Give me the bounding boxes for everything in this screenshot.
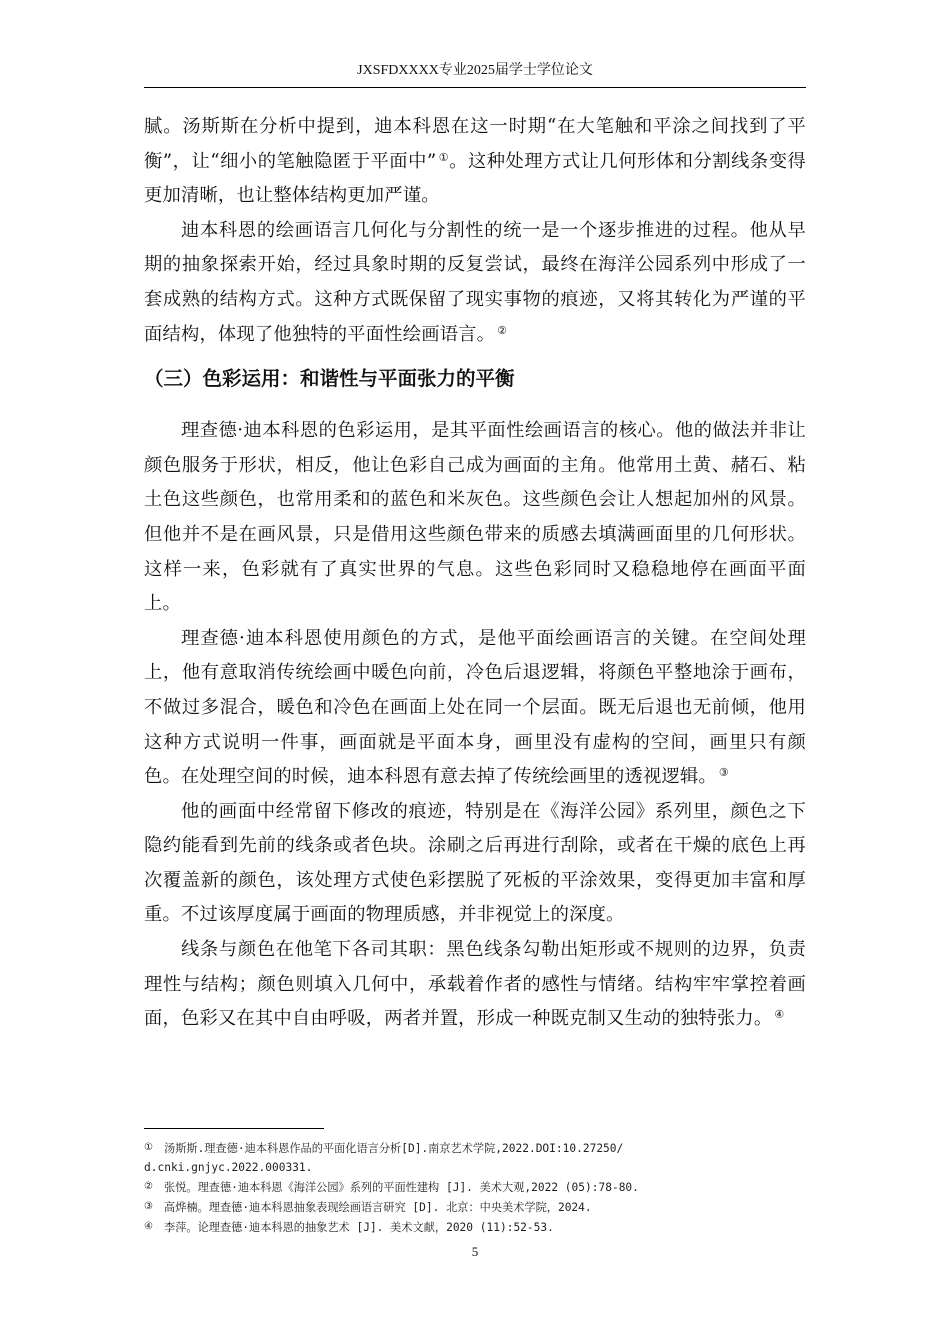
footnote-4 [144,1217,806,1237]
paragraph-6-text: 线条与颜色在他笔下各司其职：黑色线条勾勒出矩形或不规则的边界，负责理性与结构；颜色则填入几何中，承载着作者的感性与情绪。结构牢牢掌控着画面，色彩又在其中自由呼吸，两者并置，形成一种既克制又生动的独特张力。 [144,939,806,1030]
footnote-1-continued: d.cnki.gnjyc.2022.000331. [144,1161,313,1174]
section-heading: （三）色彩运用：和谐性与平面张力的平衡 [144,367,515,391]
header-rule [144,87,806,88]
paragraph-2-text: 迪本科恩的绘画语言几何化与分割性的统一是一个逐步推进的过程。他从早期的抽象探索开始，经过具象时期的反复尝试，最终在海洋公园系列中形成了一套成熟的结构方式。这种方式既保留了现实事物的痕迹，又将其转化为严谨的平面结构，体现了他独特的平面性绘画语言。 [144,219,806,345]
footnote-2 [144,1177,806,1197]
footnote-text: 李萍。论理查德·迪本科恩的抽象艺术 [J]. 美术文献，2020 (11):52-53. [164,1221,554,1234]
footnote-text: 汤斯斯.理查德·迪本科恩作品的平面化语言分析[D].南京艺术学院,2022.DOI:10.27250/ [164,1142,624,1155]
footnotes [144,1138,806,1237]
footnote-text: 张悦。理查德·迪本科恩《海洋公园》系列的平面性建构 [J]. 美术大观,2022 (05):78-80. [164,1181,639,1194]
footnote-ref-2[interactable]: ② [497,323,508,337]
page-number: 5 [471,1244,479,1259]
paragraph-3-text: 理查德·迪本科恩的色彩运用，是其平面性绘画语言的核心。他的做法并非让颜色服务于形状，相反，他让色彩自己成为画面的主角。他常用土黄、赭石、粘土色这些颜色，也常用柔和的蓝色和米灰色。这些颜色会让人想起加州的风景。但他并不是在画风景，只是借用这些颜色带来的质感去填满画面里的几何形状。这样一来，色彩就有了真实世界的气息。这些色彩同时又稳稳地停在画面平面上。 [144,420,806,615]
paragraph-1-tail: 。这种处理方式让几何形体和分割线条变得更加清晰，也让整体结构更加严谨。 [144,150,807,207]
paragraph-1 [144,110,806,214]
footnote-mark: ① [144,1142,153,1153]
paragraph-4 [144,622,806,795]
footnote-3 [144,1197,806,1217]
paragraph-5-text: 他的画面中经常留下修改的痕迹，特别是在《海洋公园》系列里，颜色之下隐约能看到先前的线条或者色块。涂刷之后再进行刮除，或者在干燥的底色上再次覆盖新的颜色，该处理方式使色彩摆脱了死板的平涂效果，变得更加丰富和厚重。不过该厚度属于画面的物理质感，并非视觉上的深度。 [144,800,806,926]
paragraph-5 [144,795,806,933]
paragraph-1-text: 腻。汤斯斯在分析中提到，迪本科恩在这一时期“在大笔触和平涂之间找到了平衡”，让“细小的笔触隐匿于平面中” [144,116,806,172]
footnote-mark: ③ [144,1201,153,1212]
footnote-ref-4[interactable]: ④ [774,1008,785,1022]
paragraph-2 [144,214,806,352]
paragraph-3 [144,414,806,622]
running-header: JXSFDXXXX专业2025届学士学位论文 [357,63,593,78]
footnote-mark: ② [144,1181,153,1192]
body-content [144,110,806,1037]
footnote-1 [144,1138,806,1158]
footnote-text: 高烨楠。理查德·迪本科恩抽象表现绘画语言研究 [D]. 北京：中央美术学院，2024. [164,1201,592,1214]
paragraph-4-text: 理查德·迪本科恩使用颜色的方式，是他平面绘画语言的关键。在空间处理上，他有意取消传统绘画中暖色向前，冷色后退逻辑，将颜色平整地涂于画布，不做过多混合，暖色和冷色在画面上处在同一个层面。既无后退也无前倾，他用这种方式说明一件事，画面就是平面本身，画里没有虚构的空间，画里只有颜色。在处理空间的时候，迪本科恩有意去掉了传统绘画里的透视逻辑。 [144,627,806,788]
footnote-ref-1[interactable]: ① [438,150,450,164]
footnote-rule [144,1128,324,1129]
footnote-ref-3[interactable]: ③ [718,766,729,780]
footnote-mark: ④ [144,1221,153,1232]
paragraph-6 [144,933,806,1037]
